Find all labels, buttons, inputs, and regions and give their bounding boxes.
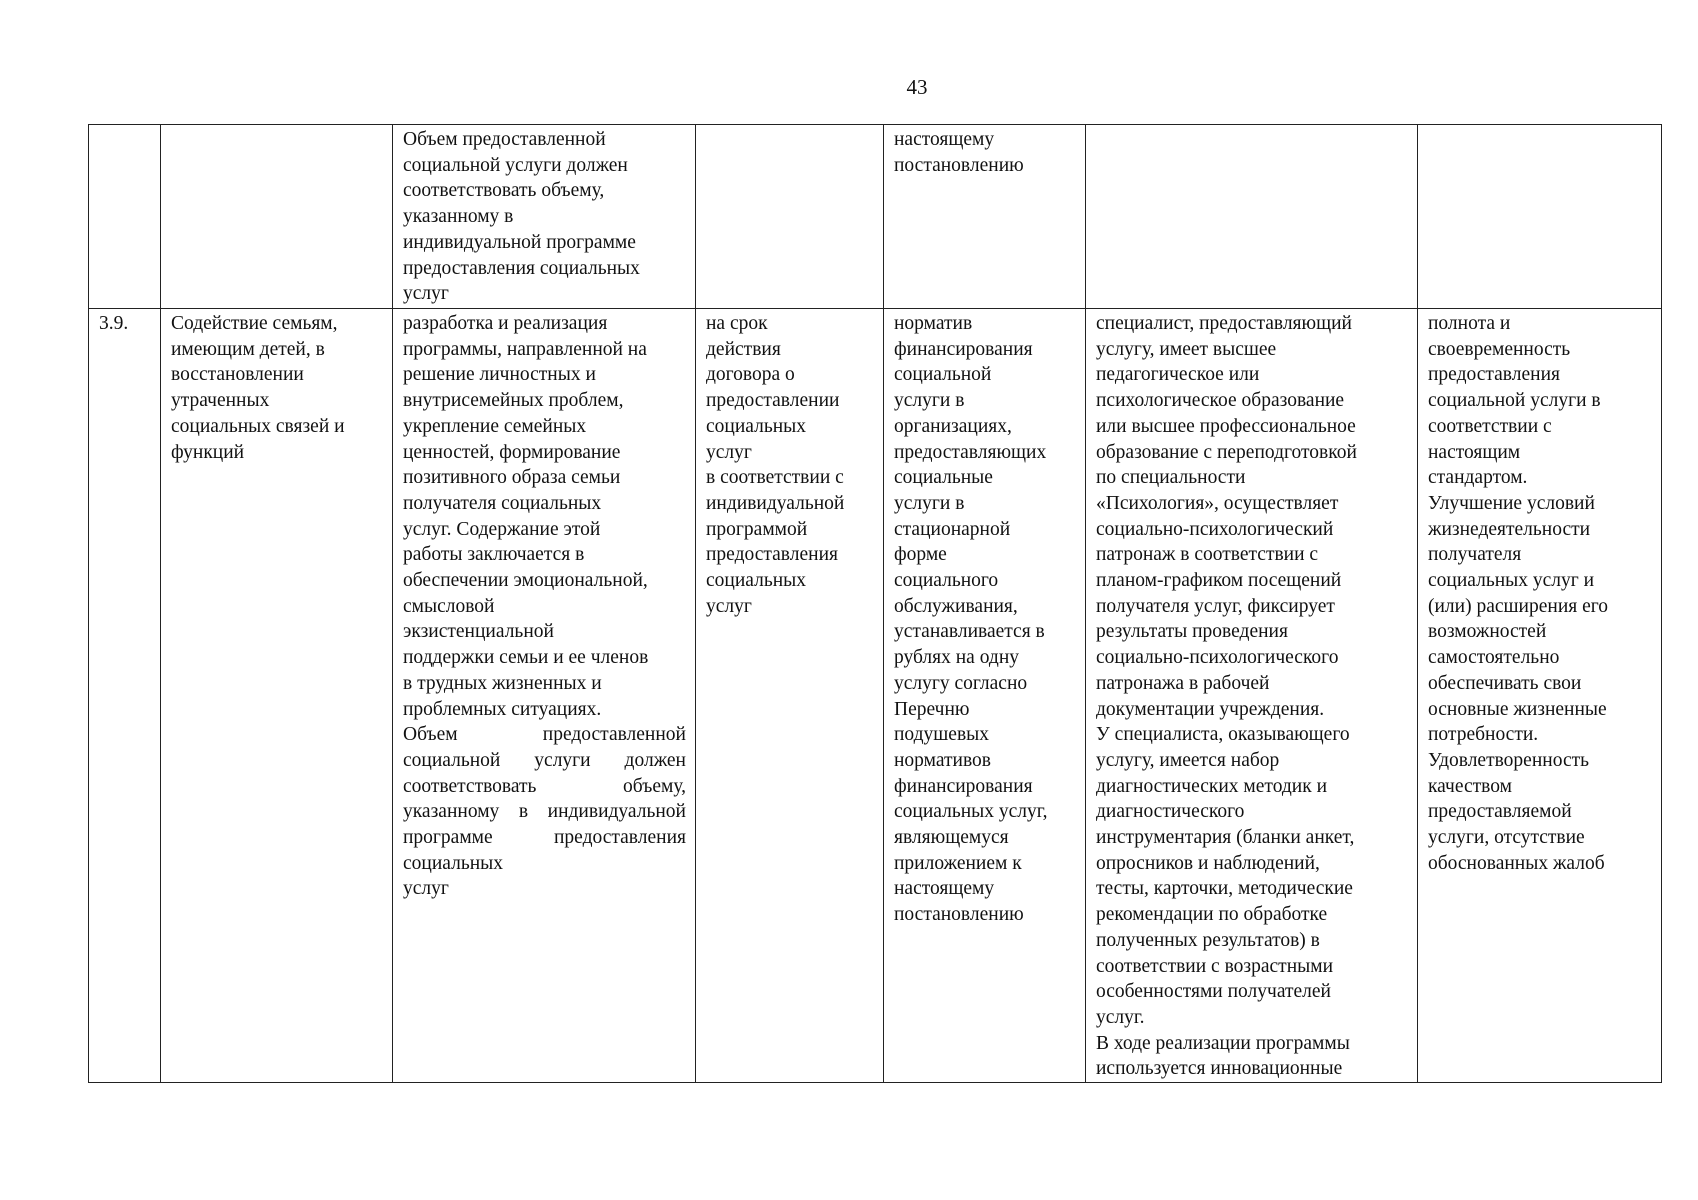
- cell-content: Объем предоставленной социальной услуги должен соответствовать объему, указанному в индивидуальной программе предоставления социальных услуг: [393, 125, 696, 309]
- page-number: 43: [906, 75, 928, 99]
- content-justified-last-line: услуг: [403, 878, 449, 900]
- cell-evaluation: [1418, 125, 1662, 309]
- cell-term: на срок действия договора о предоставлении социальных услуг в соответствии с индивидуальной программой предоставления социальных услуг: [696, 309, 884, 1083]
- cell-norm: настоящему постановлению: [884, 125, 1086, 309]
- cell-number: 3.9.: [89, 309, 161, 1083]
- services-standard-table: [88, 124, 1662, 1083]
- cell-conditions: специалист, предоставляющий услугу, имеет высшее педагогическое или психологическое образование или высшее профессиональное образование с переподготовкой по специальности «Психология», осуществляет социально-психологический патронаж в соответствии с планом-графиком посещений получателя услуг, фиксирует результаты проведения социально-психологического патронажа в рабочей документации учреждения. У специалиста, оказывающего услугу, имеется набор диагностических методик и диагностического инструментария (бланки анкет, опросников и наблюдений, тесты, карточки, методические рекомендации по обработке полученных результатов) в соответствии с возрастными особенностями получателей услуг. В ходе реализации программы используется инновационные: [1086, 309, 1418, 1083]
- cell-number: [89, 125, 161, 309]
- cell-service-name: Содействие семьям, имеющим детей, в восстановлении утраченных социальных связей и функций: [161, 309, 393, 1083]
- cell-service-name: [161, 125, 393, 309]
- cell-content: [393, 309, 696, 1083]
- cell-conditions: [1086, 125, 1418, 309]
- cell-term: [696, 125, 884, 309]
- content-justified-paragraph: Объем предоставленной социальной услуги должен соответствовать объему, указанному в индивидуальной программе предоставления социальных: [403, 724, 686, 874]
- content-text: разработка и реализация программы, направленной на решение личностных и внутрисемейных проблем, укрепление семейных ценностей, формирование позитивного образа семьи получателя социальных услуг. Содержание этой работы заключается в обеспечении эмоциональной, смысловой экзистенциальной поддержки семьи и ее членов в трудных жизненных и проблемных ситуациях.: [403, 313, 649, 720]
- cell-evaluation: полнота и своевременность предоставления социальной услуги в соответствии с настоящим стандартом. Улучшение условий жизнедеятельности получателя социальных услуг и (или) расширения его возможностей самостоятельно обеспечивать свои основные жизненные потребности. Удовлетворенность качеством предоставляемой услуги, отсутствие обоснованных жалоб: [1418, 309, 1662, 1083]
- table-row-3-9: [89, 309, 1662, 1083]
- table-row-continued: [89, 125, 1662, 309]
- cell-norm: норматив финансирования социальной услуги в организациях, предоставляющих социальные услуги в стационарной форме социального обслуживания, устанавливается в рублях на одну услугу согласно Перечню подушевых нормативов финансирования социальных услуг, являющемуся приложением к настоящему постановлению: [884, 309, 1086, 1083]
